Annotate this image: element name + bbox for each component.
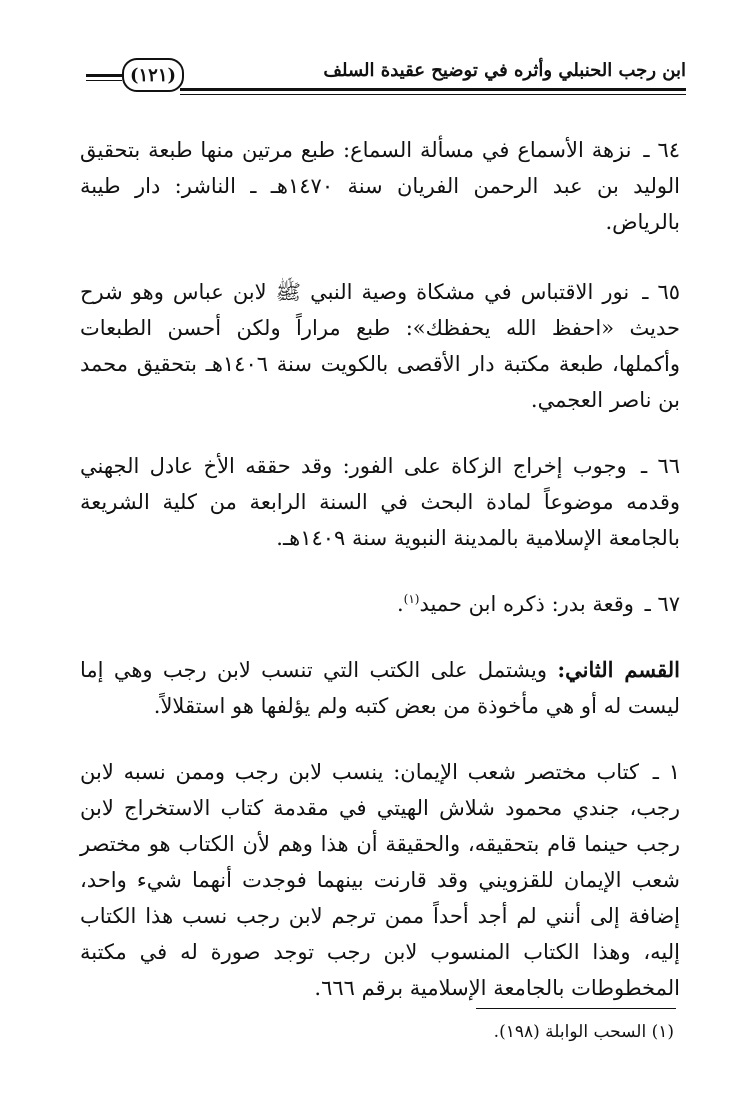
item-number: ٦٤ ـ bbox=[643, 138, 680, 162]
page-number-frame bbox=[122, 58, 184, 92]
section-heading: القسم الثاني: bbox=[557, 657, 680, 682]
list-item-65 bbox=[80, 274, 680, 418]
item-number: ٦٧ ـ bbox=[644, 592, 680, 616]
list-item-s1 bbox=[80, 754, 680, 1006]
item-text: وجوب إخراج الزكاة على الفور: وقد حققه الأخ عادل الجهني وقدمه موضوعاً لمادة البحث في السنة الرابعة من كلية الشريعة بالجامعة الإسلامية بالمدينة النبوية سنة ١٤٠٩هـ. bbox=[80, 454, 680, 550]
header-rule-left-thick bbox=[86, 74, 122, 77]
footnote: (١) السحب الوابلة (١٩٨). bbox=[493, 1022, 674, 1042]
section-text: ويشتمل على الكتب التي تنسب لابن رجب وهي إما ليست له أو هي مأخوذة من بعض كتبه ولم يؤلفها هو استقلالاً. bbox=[80, 658, 680, 718]
item-text: وقعة بدر: ذكره ابن حميد bbox=[419, 592, 634, 616]
footnote-divider bbox=[476, 1008, 676, 1009]
header-rule-right-thin bbox=[180, 94, 686, 95]
list-item-64 bbox=[80, 132, 680, 240]
main-content bbox=[80, 132, 680, 1006]
footnote-reference: (١) bbox=[403, 592, 420, 606]
item-number: ١ ـ bbox=[652, 760, 680, 784]
section-two-paragraph bbox=[80, 652, 680, 724]
list-item-67 bbox=[80, 586, 680, 622]
item-end-punct: . bbox=[396, 592, 404, 616]
list-item-66 bbox=[80, 448, 680, 556]
header-title: ابن رجب الحنبلي وأثره في توضيح عقيدة السلف bbox=[323, 60, 686, 81]
item-number: ٦٦ ـ bbox=[640, 454, 681, 478]
page-number: (١٢١) bbox=[129, 64, 177, 86]
item-text: كتاب مختصر شعب الإيمان: ينسب لابن رجب وممن نسبه لابن رجب، جندي محمود شلاش الهيتي في مقدمة كتاب الاستخراج لابن رجب حينما قام بتحقيقه، والحقيقة أن هذا وهم لأن الكتاب هو مختصر شعب الإيمان للقزويني وقد قارنت بينهما فوجدت أنهما شيء واحد، إضافة إلى أنني لم أجد أحداً ممن ترجم لابن رجب نسب هذا الكتاب إليه، وهذا الكتاب المنسوب لابن رجب توجد صورة له في مكتبة المخطوطات بالجامعة الإسلامية برقم ٦٦٦. bbox=[80, 760, 680, 1000]
running-header bbox=[86, 52, 686, 98]
header-rule-left-thin bbox=[86, 80, 122, 81]
item-text: نزهة الأسماع في مسألة السماع: طبع مرتين منها طبعة بتحقيق الوليد بن عبد الرحمن الفريان سنة ١٤٧٠هـ ـ الناشر: دار طيبة بالرياض. bbox=[80, 138, 680, 234]
item-text: نور الاقتباس في مشكاة وصية النبي ﷺ لابن عباس وهو شرح حديث «احفظ الله يحفظك»: طبع مراراً ولكن أحسن الطبعات وأكملها، طبعة مكتبة دار الأقصى بالكويت سنة ١٤٠٦هـ بتحقيق محمد بن ناصر العجمي. bbox=[80, 280, 680, 412]
header-rule-right-thick bbox=[180, 88, 686, 91]
item-number: ٦٥ ـ bbox=[642, 280, 680, 304]
